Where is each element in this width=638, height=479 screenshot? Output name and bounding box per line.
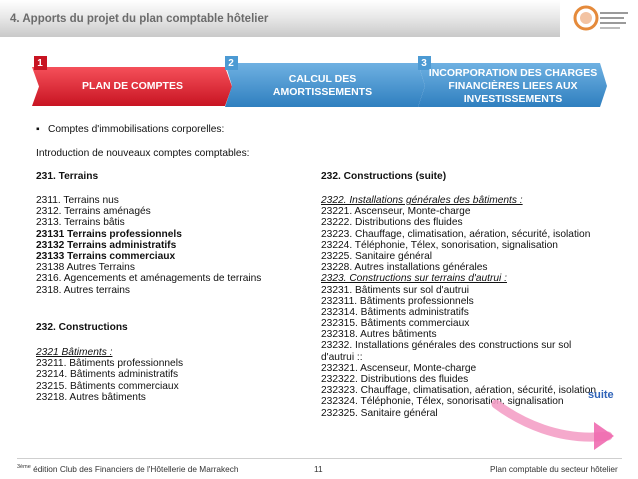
suite-link[interactable]: suite [588,389,614,401]
account-line: 23211. Bâtiments professionnels [36,358,184,370]
account-line: 23231. Bâtiments sur sol d'autrui [321,284,470,296]
account-line: 2321 Bâtiments : [36,347,113,358]
process-steps-graphic [0,0,638,125]
left-account-list-2 [36,347,183,403]
account-line: 23225. Sanitaire général [321,250,433,262]
account-line: 232321. Ascenseur, Monte-charge [321,362,477,374]
bullet-text: Comptes d'immobilisations corporelles: [48,124,225,135]
account-line: 23138 Autres Terrains [36,262,135,274]
right-account-list [321,195,596,419]
intro-text: Introduction de nouveaux comptes comptables: [36,148,250,159]
footer-title: Plan comptable du secteur hôtelier [490,464,618,474]
account-line: 232314. Bâtiments administratifs [321,306,469,318]
account-line: 23132 Terrains administratifs [36,239,177,251]
footer-edition-sup: 3ème [17,464,31,471]
account-line: 2322. Installations générales des bâtiments : [321,195,523,206]
account-line: 2313. Terrains bâtis [36,217,125,229]
account-line: 23133 Terrains commerciaux [36,250,176,262]
account-line: d'autrui :: [321,351,363,363]
account-line: 2311. Terrains nus [36,195,119,206]
footer-edition-text: édition Club des Financiers de l'Hôtellerie de Marrakech [33,464,239,474]
account-line: 23228. Autres installations générales [321,262,488,274]
left-heading: 231. Terrains [36,171,99,182]
account-line: 232315. Bâtiments commerciaux [321,318,470,330]
account-line: 2312. Terrains aménagés [36,206,151,218]
step1-label[interactable]: PLAN DE COMPTES [82,80,183,92]
account-line: 23215. Bâtiments commerciaux [36,380,179,392]
step3-number: 3 [421,58,427,69]
pink-arrow-decoration [490,392,620,454]
account-line: 23214. Bâtiments administratifs [36,369,179,381]
account-line: 23222. Distributions des fluides [321,217,463,229]
left-account-list [36,195,261,296]
account-line: 232311. Bâtiments professionnels [321,295,474,307]
account-line: 23224. Téléphonie, Télex, sonorisation, signalisation [321,239,558,251]
footer-page-number: 11 [314,464,323,474]
footer-edition [17,464,239,474]
account-line: 23221. Ascenseur, Monte-charge [321,206,471,218]
right-heading: 232. Constructions (suite) [321,171,447,182]
page-title: 4. Apports du projet du plan comptable hôtelier [10,13,269,25]
account-line: 2316. Agencements et aménagements de terrains [36,273,262,285]
account-line: 23232. Installations générales des constructions sur sol [321,340,572,352]
bullet-square-icon: ▪ [36,124,40,135]
account-line: 232323. Chauffage, climatisation, aération, sécurité, isolation [321,385,597,397]
step2-number: 2 [228,58,234,69]
account-line: 232325. Sanitaire général [321,407,438,419]
account-line: 2323. Constructions sur terrains d'autrui : [321,273,507,285]
account-line: 23223. Chauffage, climatisation, aération, sécurité, isolation [321,228,591,240]
account-line: 232318. Autres bâtiments [321,329,437,341]
account-line: 232322. Distributions des fluides [321,374,469,385]
account-line: 23131 Terrains professionnels [36,228,182,240]
footer-divider [17,458,622,459]
step2-label[interactable]: CALCUL DES AMORTISSEMENTS [272,73,373,98]
account-line: 23218. Autres bâtiments [36,391,146,403]
step3-label[interactable]: INCORPORATION DES CHARGES FINANCIÈRES LIEES AUX INVESTISSEMENTS [428,66,598,105]
account-line: 2318. Autres terrains [36,284,131,296]
left-heading-2: 232. Constructions [36,322,128,333]
step1-number: 1 [37,58,43,69]
account-line: 232324. Téléphonie, Télex, sonorisation, signalisation [321,396,564,408]
